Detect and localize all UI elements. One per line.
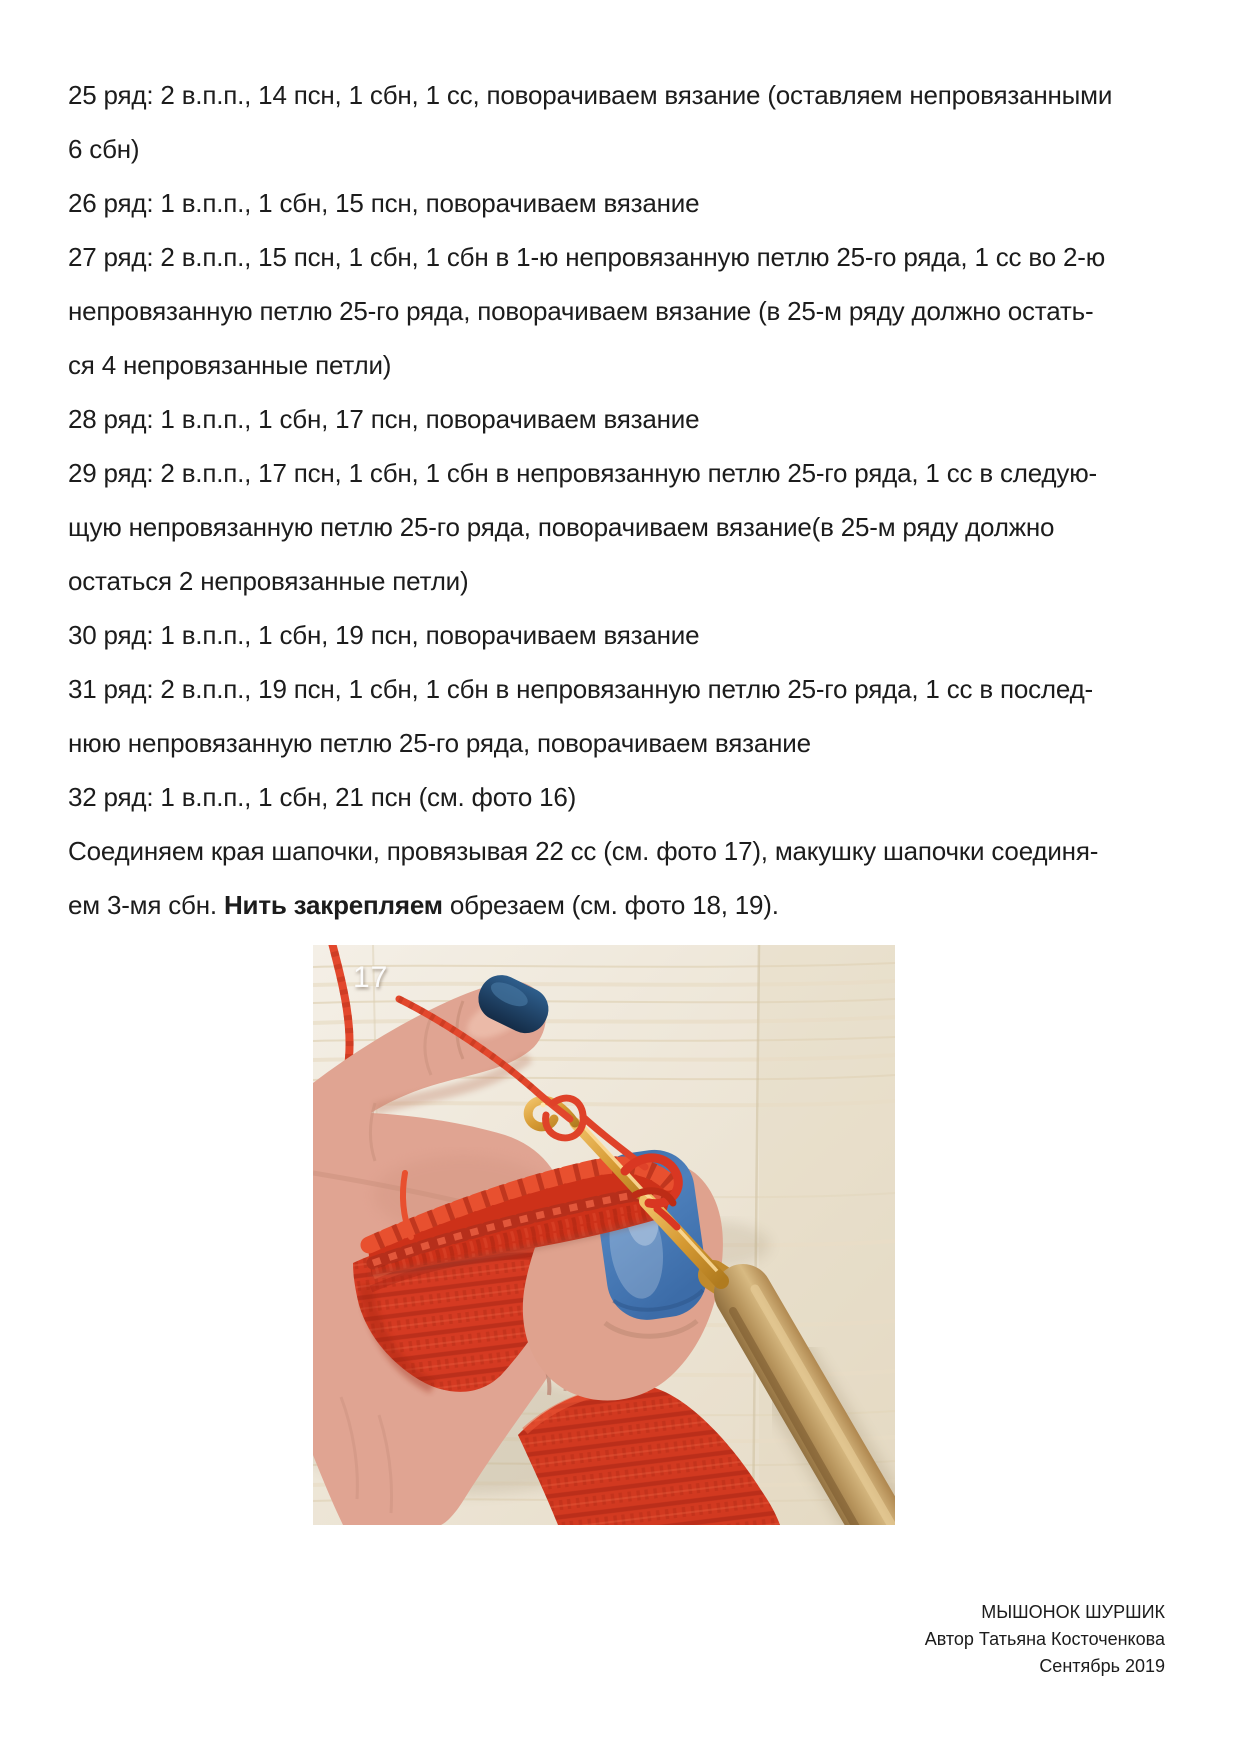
footer — [925, 1599, 1165, 1680]
photo-figure — [313, 945, 895, 1525]
text-line: ся 4 непровязанные петли) — [68, 350, 392, 380]
text-line: 30 ряд: 1 в.п.п., 1 сбн, 19 псн, поворачиваем вязание — [68, 620, 700, 650]
text-line: щую непровязанную петлю 25-го ряда, поворачиваем вязание(в 25-м ряду должно — [68, 512, 1055, 542]
footer-line: Автор Татьяна Косточенкова — [924, 1629, 1165, 1649]
text-line: 25 ряд: 2 в.п.п., 14 псн, 1 сбн, 1 сс, поворачиваем вязание (оставляем непровязанными — [68, 80, 1113, 110]
text-line: 6 сбн) — [68, 134, 140, 164]
text-line: 26 ряд: 1 в.п.п., 1 сбн, 15 псн, поворачиваем вязание — [68, 188, 700, 218]
text-line: 29 ряд: 2 в.п.п., 17 псн, 1 сбн, 1 сбн в непровязанную петлю 25-го ряда, 1 сс в следую- — [68, 458, 1097, 488]
footer-line: Сентябрь 2019 — [1039, 1656, 1165, 1676]
photo-number-label: 17 — [353, 961, 389, 994]
text-line: Соединяем края шапочки, провязывая 22 сс (см. фото 17), макушку шапочки соединя- — [68, 836, 1099, 866]
text-line: ем 3-мя сбн. Нить закрепляем обрезаем (см. фото 18, 19). — [68, 890, 779, 920]
text-line: 32 ряд: 1 в.п.п., 1 сбн, 21 псн (см. фото 16) — [68, 782, 577, 812]
photo-illustration — [313, 945, 895, 1525]
text-line: остаться 2 непровязанные петли) — [68, 566, 469, 596]
text-line: 28 ряд: 1 в.п.п., 1 сбн, 17 псн, поворачиваем вязание — [68, 404, 700, 434]
text-line: непровязанную петлю 25-го ряда, поворачиваем вязание (в 25-м ряду должно остать- — [68, 296, 1094, 326]
text-line: нюю непровязанную петлю 25-го ряда, поворачиваем вязание — [68, 728, 811, 758]
body-text — [68, 68, 1218, 932]
footer-line: МЫШОНОК ШУРШИК — [981, 1602, 1165, 1622]
text-line: 31 ряд: 2 в.п.п., 19 псн, 1 сбн, 1 сбн в непровязанную петлю 25-го ряда, 1 сс в послед- — [68, 674, 1093, 704]
text-line: 27 ряд: 2 в.п.п., 15 псн, 1 сбн, 1 сбн в 1-ю непровязанную петлю 25-го ряда, 1 сс во 2-ю — [68, 242, 1105, 272]
